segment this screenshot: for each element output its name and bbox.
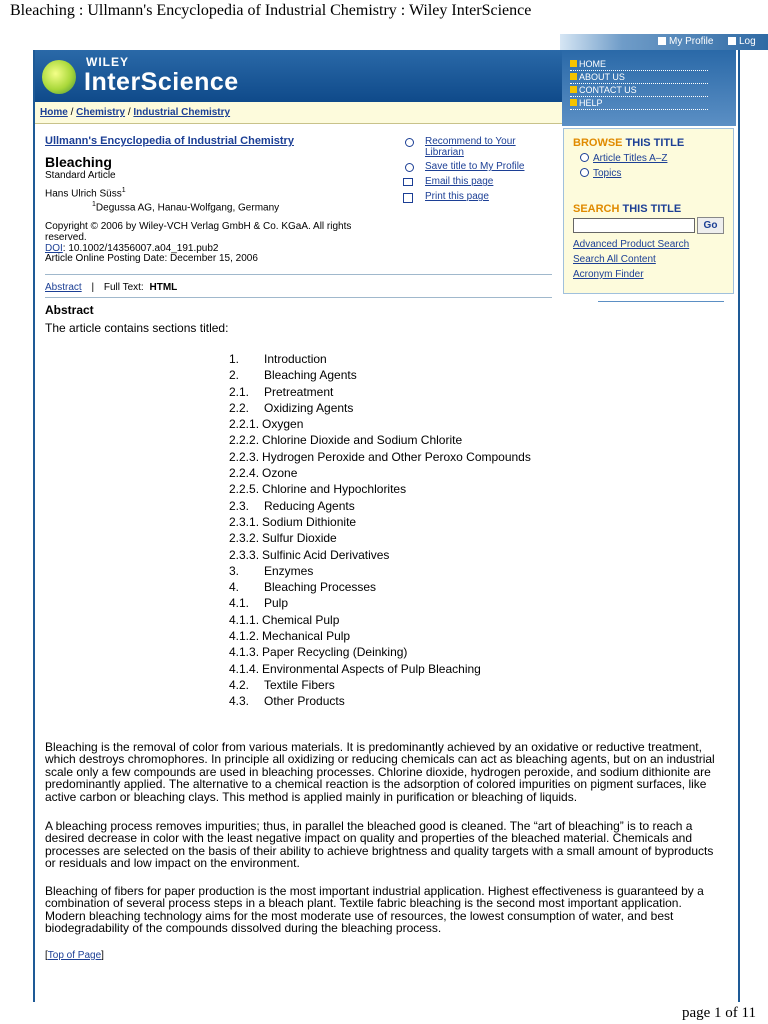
top-of-page-link[interactable]: Top of Page [47,950,102,961]
search-heading: SEARCH THIS TITLE [573,203,682,215]
section-number: 1. [229,352,240,366]
section-number: 3. [229,563,240,578]
section-item [229,400,531,416]
sidebar [563,128,734,294]
section-item [229,465,531,481]
section-title: Hydrogen Peroxide and Other Peroxo Compounds [262,449,531,464]
arrow-icon [570,86,577,93]
article-title: Bleaching [45,154,112,170]
my-profile-link[interactable]: My Profile [658,34,713,50]
section-title: Mechanical Pulp [262,629,351,644]
section-item [229,481,531,497]
doi-link[interactable]: DOI [45,243,63,254]
section-item [229,612,531,628]
section-number: 2.2.5. [229,482,260,497]
save-title-link[interactable]: Save title to My Profile [425,161,525,172]
section-title: Reducing Agents [264,498,355,513]
bullet-icon [580,168,589,177]
section-item [229,498,531,514]
bullet-icon [405,163,414,172]
section-title: Sulfinic Acid Derivatives [262,547,390,562]
login-link[interactable]: Log [728,34,756,50]
posting-date: Article Online Posting Date: December 15, 2006 [45,253,258,264]
section-title: Sodium Dithionite [262,514,357,529]
section-title: Introduction [264,352,327,366]
breadcrumb-industrial-chemistry[interactable]: Industrial Chemistry [133,107,231,118]
section-title: Sulfur Dioxide [262,531,337,546]
page-title: Bleaching : Ullmann's Encyclopedia of Industrial Chemistry : Wiley InterScience [10,2,532,19]
print-link[interactable]: Print this page [425,191,489,202]
section-number: 4.1.4. [229,661,260,676]
section-number: 2.2.2. [229,433,260,448]
section-item [229,416,531,432]
section-item [229,644,531,660]
nav-help[interactable]: HELP [570,97,708,110]
section-number: 2.3.3. [229,547,260,562]
recommend-link[interactable]: Recommend to Your Librarian [425,136,516,158]
section-item [229,514,531,530]
section-item [229,432,531,448]
section-item [229,384,531,400]
abstract-intro: The article contains sections titled: [45,321,229,335]
section-title: Chlorine Dioxide and Sodium Chlorite [262,433,463,448]
abstract-heading: Abstract [45,303,94,317]
journal-link[interactable]: Ullmann's Encyclopedia of Industrial Chemistry [45,135,294,147]
section-number: 4.1. [229,596,250,611]
section-title: Oxidizing Agents [264,400,354,415]
advanced-search-link[interactable]: Advanced Product Search [573,239,690,250]
arrow-icon [570,99,577,106]
interscience-globe-logo [42,60,76,94]
divider [45,297,552,298]
doi: DOI: 10.1002/14356007.a04_191.pub2 [45,243,219,254]
section-item [229,449,531,465]
section-title: Oxygen [262,417,304,432]
nav-home[interactable]: HOME [570,58,708,71]
arrow-icon [570,60,577,67]
nav-contact-us[interactable]: CONTACT US [570,84,708,97]
bullet-icon [405,138,414,147]
author: Hans Ulrich Süss$^1$ [45,187,126,200]
divider [45,274,552,275]
section-number: 2.2.1. [229,417,260,432]
section-item [229,661,531,677]
section-item [229,595,531,611]
section-number: 4.3. [229,694,250,709]
section-number: 4.1.3. [229,645,260,660]
section-number: 2.1. [229,384,250,399]
email-link[interactable]: Email this page [425,176,494,187]
top-of-page: [Top of Page] [45,950,104,961]
browse-heading: BROWSE THIS TITLE [573,137,685,149]
section-number: 2.2.3. [229,449,260,464]
abstract-link[interactable]: Abstract [45,282,82,293]
print-icon [403,193,413,203]
nav-about-us[interactable]: ABOUT US [570,71,708,84]
section-number: 2.3.1. [229,514,260,529]
section-item [229,367,531,383]
arrow-icon [728,37,736,45]
section-number: 2.2. [229,400,250,415]
breadcrumb-chemistry[interactable]: Chemistry [76,107,126,118]
section-number: 4.1.2. [229,629,260,644]
top-bar [560,34,768,50]
arrow-icon [570,73,577,80]
arrow-icon [658,37,666,45]
section-item [229,547,531,563]
section-item [229,677,531,693]
section-title: Other Products [264,694,345,709]
section-title: Chlorine and Hypochlorites [262,482,407,497]
section-item [229,530,531,546]
article-type: Standard Article [45,170,116,181]
section-title: Enzymes [264,563,314,578]
section-number: 2.3. [229,498,250,513]
divider [598,301,724,302]
article-titles-link[interactable]: Article Titles A–Z [580,153,667,164]
search-all-link[interactable]: Search All Content [573,254,656,265]
abstract-paragraph: Bleaching of fibers for paper production is the most important industrial application. Highest effectiveness is guaranteed by a combination of several process steps in a bleach plant. Textile fabric bleaching is the second most important application. Modern bleaching technology aims for the most moderate use of resources, the lowest consumption of water, and best biodegradability of the compounds dissolved during the bleaching process. [45,884,704,936]
section-title: Chemical Pulp [262,612,340,627]
section-title: Ozone [262,466,298,481]
section-number: 4.2. [229,677,250,692]
page-number: page 1 of 11 [681,1005,756,1021]
section-title: Textile Fibers [264,677,335,692]
abstract-paragraph: Bleaching is the removal of color from various materials. It is predominantly achieved by an oxidative or reductive treatment, which destroys chromophores. In principle all oxidizing or reducing chemicals can act as bleaching agents, but on an industrial scale only a few compounds are used in bleaching processes. Chlorine dioxide, hydrogen peroxide, and sodium dithionite are predominantly applied. The alternative to a chemical reaction is the adsorption of colored impurities on pigment surfaces, like active carbon or bleaching clays. This method is applied mainly in purification or bleaching of liquids. [45,740,715,804]
section-number: 4. [229,580,240,595]
abstract-paragraph: A bleaching process removes impurities; thus, in parallel the bleached good is cleaned. The “art of bleaching” is to reach a desired decrease in color with the least negative impact on quality and properties of the bleached material. Chemicals and processes are selected on the basis of their ability to achieve brightness and quality targets with a small amount of byproducts or residuals and low impact on the environment. [45,819,714,871]
search-input[interactable] [573,218,695,233]
section-title: Pulp [264,596,289,611]
copyright: Copyright © 2006 by Wiley-VCH Verlag GmbH & Co. KGaA. All rights reserved. [45,221,352,243]
section-title: Paper Recycling (Deinking) [262,645,408,660]
section-number: 2.3.2. [229,531,260,546]
section-number: 2. [229,368,240,383]
section-item [229,628,531,644]
go-button[interactable]: Go [697,217,724,234]
bullet-icon [580,153,589,162]
section-number: 2.2.4. [229,466,260,481]
section-title: Environmental Aspects of Pulp Bleaching [262,661,481,676]
wiley-logo: WILEY [86,55,129,69]
section-list [229,351,531,710]
acronym-finder-link[interactable]: Acronym Finder [573,269,644,280]
section-title: Bleaching Processes [264,580,377,595]
section-title: Pretreatment [264,384,334,399]
section-title: Bleaching Agents [264,368,357,383]
header-nav [570,58,708,110]
breadcrumb-home[interactable]: Home [40,107,68,118]
section-item [229,563,531,579]
topics-link[interactable]: Topics [580,168,621,179]
email-icon [403,178,413,186]
section-number: 4.1.1. [229,612,260,627]
breadcrumb: Home / Chemistry / Industrial Chemistry [35,102,562,124]
affiliation: $^1$Degussa AG, Hanau-Wolfgang, Germany [92,201,280,214]
interscience-logo: InterScience [84,68,239,96]
section-item [229,693,531,709]
section-item [229,579,531,595]
html-format: HTML [149,282,178,293]
format-bar: Abstract | Full Text: HTML [45,282,178,293]
section-item [229,351,531,367]
